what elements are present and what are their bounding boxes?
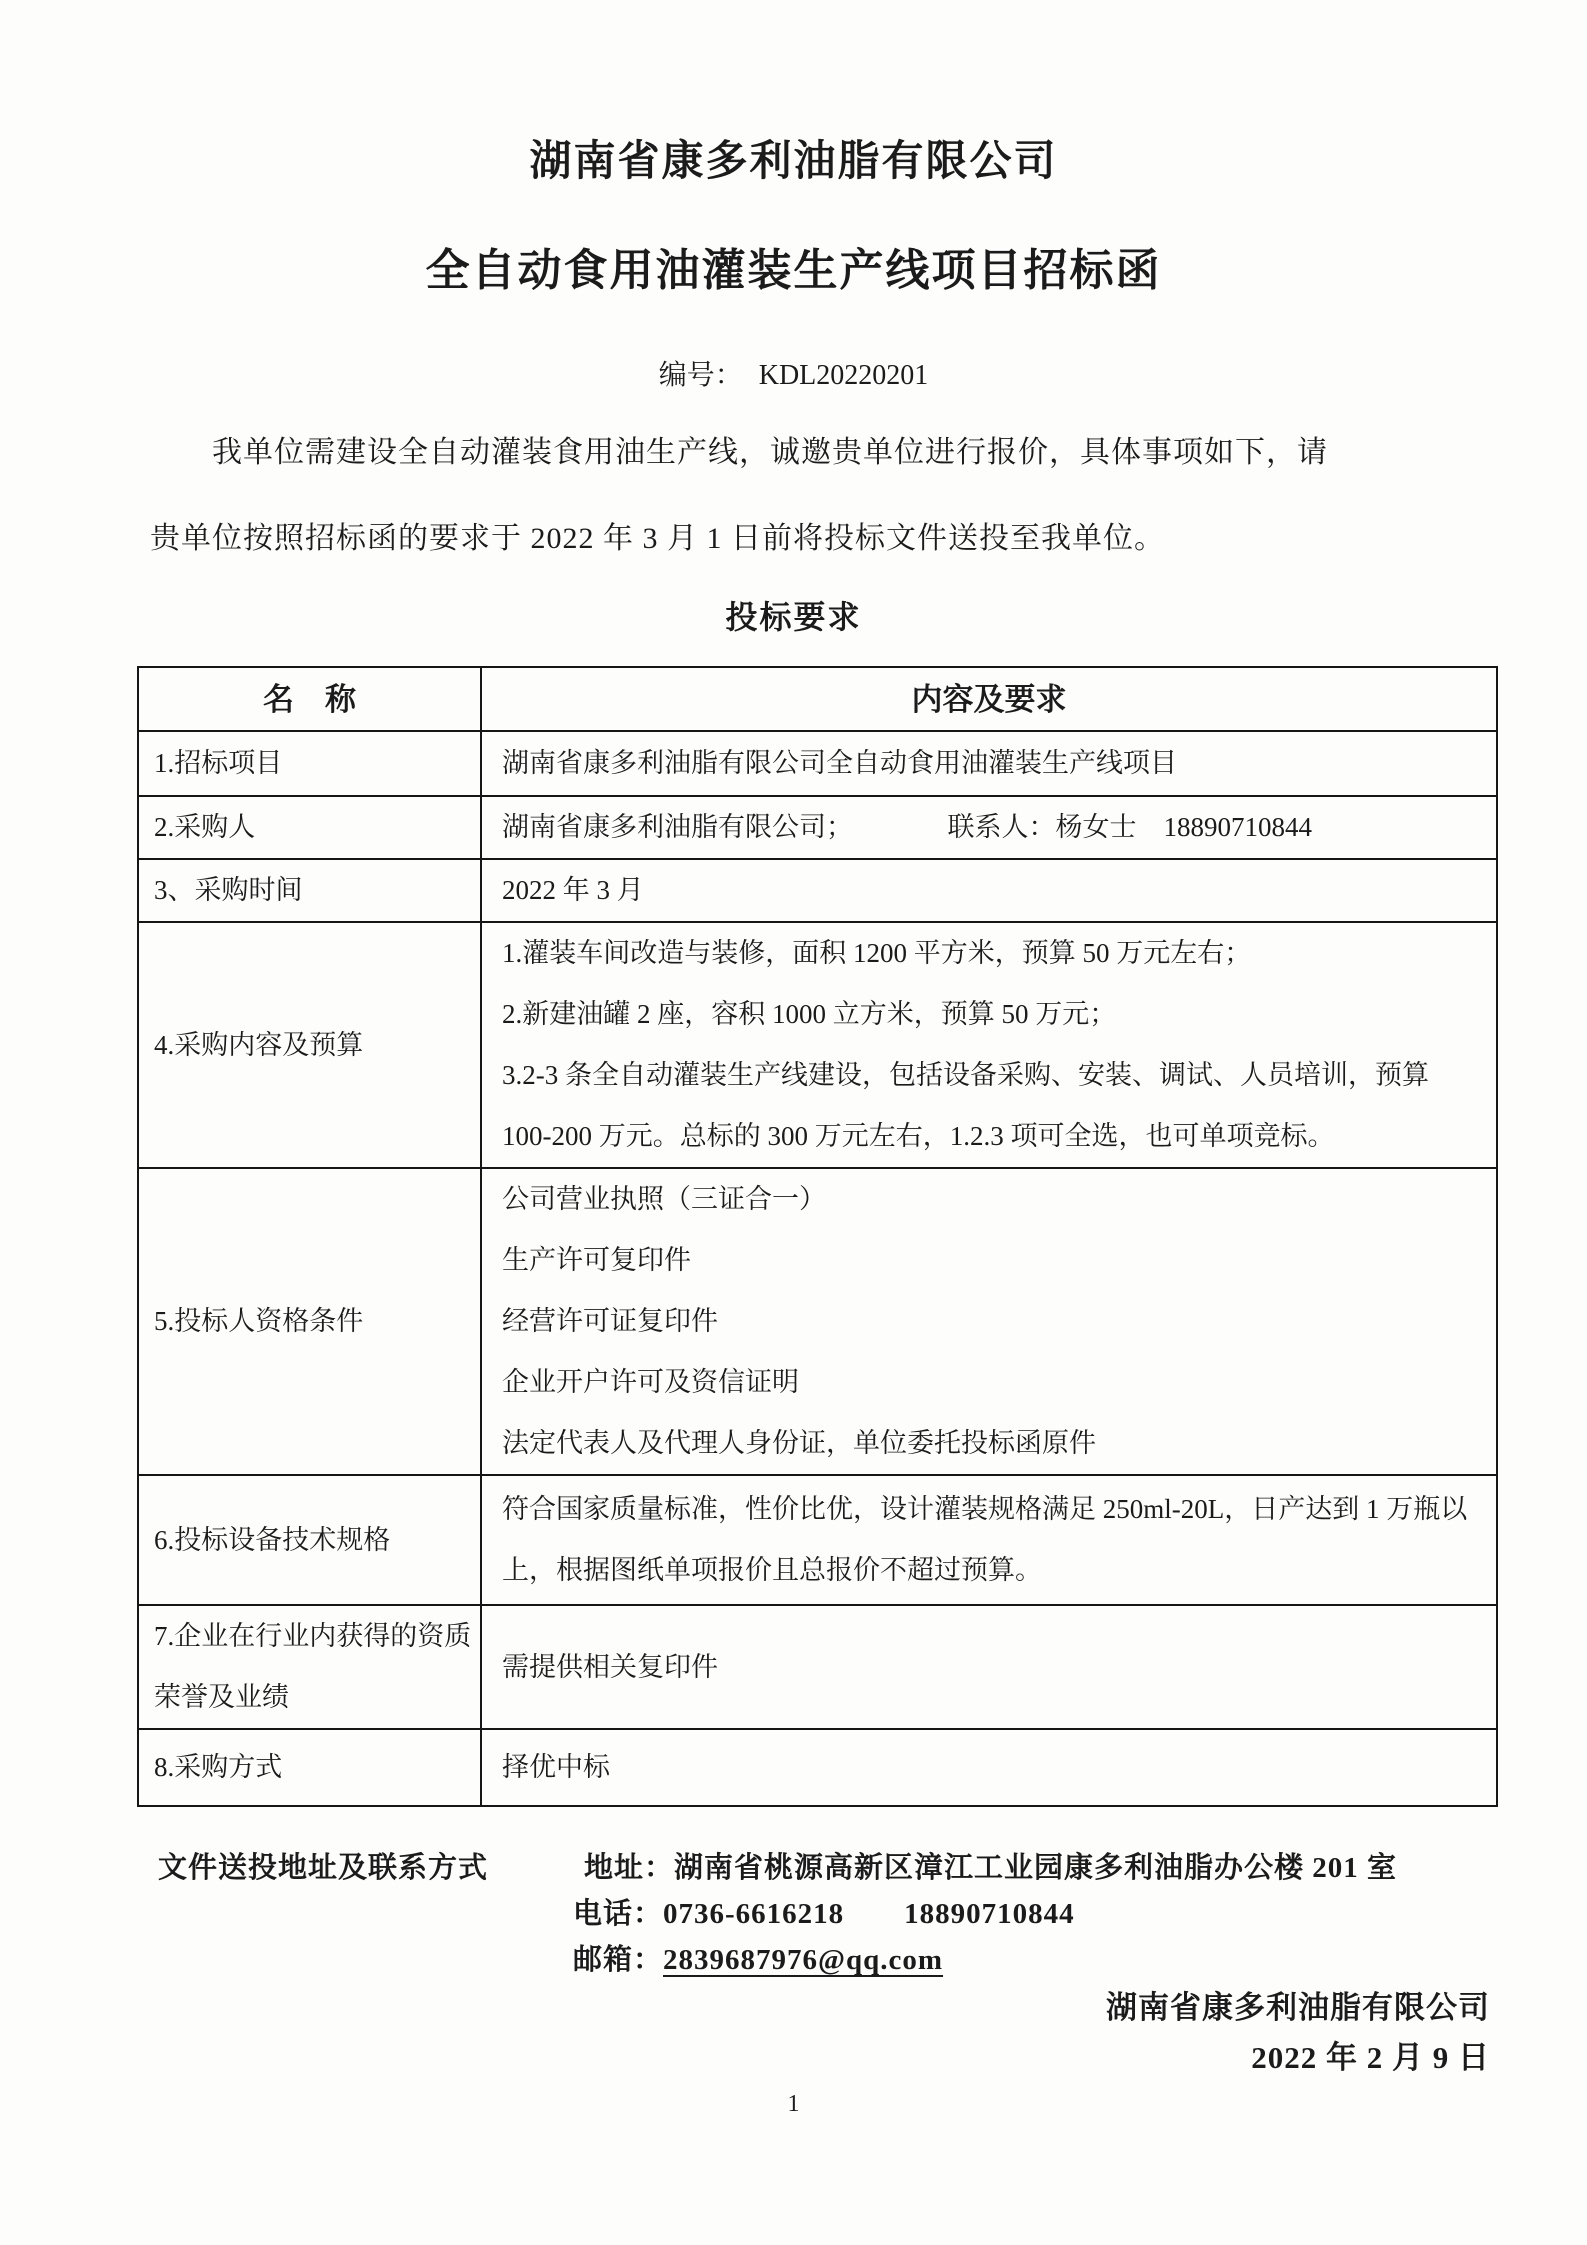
- signature-company: 湖南省康多利油脂有限公司: [1106, 1990, 1490, 2025]
- table-row: [138, 859, 1497, 922]
- section-title: 投标要求: [725, 599, 862, 635]
- table-row: [138, 922, 1497, 1168]
- email-link[interactable]: 2839687976@qq.com: [663, 1944, 944, 1976]
- row4-content-line-4: 100-200 万元。总标的 300 万元左右，1.2.3 项可全选，也可单项竞标。: [502, 1121, 1335, 1151]
- row1-content-cell: 湖南省康多利油脂有限公司全自动食用油灌装生产线项目: [481, 731, 1497, 796]
- row8-content-cell: 择优中标: [481, 1729, 1497, 1806]
- document-number-label: 编号：: [658, 360, 743, 391]
- table-row: [138, 731, 1497, 796]
- row6-content-cell: [481, 1475, 1497, 1605]
- document-title: 全自动食用油灌装生产线项目招标函: [425, 246, 1162, 295]
- contact-block: [158, 1845, 1587, 1983]
- document-number-value: KDL20220201: [758, 360, 929, 391]
- row6-content-line-1: 符合国家质量标准，性价比优，设计灌装规格满足 250ml-20L，日产达到 1 万瓶以: [502, 1494, 1468, 1524]
- row4-content-cell: [481, 922, 1497, 1168]
- header-cell-name: 名 称: [138, 667, 481, 731]
- table-row: [138, 796, 1497, 859]
- row4-content-line-2: 2.新建油罐 2 座，容积 1000 立方米，预算 50 万元；: [502, 999, 1117, 1029]
- row2-name-cell: 2.采购人: [138, 796, 481, 859]
- table-header-row: [138, 667, 1497, 731]
- email-line: [158, 1937, 1587, 1983]
- header-cell-content: 内容及要求: [481, 667, 1497, 731]
- row3-content-cell: 2022 年 3 月: [481, 859, 1497, 922]
- row5-content-line-1: 公司营业执照（三证合一）: [502, 1184, 826, 1214]
- intro-paragraph-line-2: 贵单位按照招标函的要求于 2022 年 3 月 1 日前将投标文件送投至我单位。: [150, 522, 1165, 555]
- row5-content-line-2: 生产许可复印件: [502, 1245, 691, 1275]
- row5-content-line-5: 法定代表人及代理人身份证，单位委托投标函原件: [502, 1428, 1096, 1458]
- document-number-line: [0, 358, 1587, 394]
- row5-content-cell: [481, 1168, 1497, 1475]
- row6-name-cell: 6.投标设备技术规格: [138, 1475, 481, 1605]
- row8-name-cell: 8.采购方式: [138, 1729, 481, 1806]
- table-row: [138, 1605, 1497, 1729]
- row4-name-cell: 4.采购内容及预算: [138, 922, 481, 1168]
- row7-name-cell: 7.企业在行业内获得的资质荣誉及业绩: [138, 1605, 481, 1729]
- row5-name-cell: 5.投标人资格条件: [138, 1168, 481, 1475]
- company-title: 湖南省康多利油脂有限公司: [529, 139, 1058, 185]
- intro-paragraph-line-1: 我单位需建设全自动灌装食用油生产线，诚邀贵单位进行报价，具体事项如下，请: [212, 436, 1328, 469]
- bid-requirements-table: [137, 666, 1498, 1807]
- delivery-label: 文件送投地址及联系方式: [158, 1852, 489, 1884]
- row3-name-cell: 3、采购时间: [138, 859, 481, 922]
- row1-name-cell: 1.招标项目: [138, 731, 481, 796]
- row6-content-line-2: 上，根据图纸单项报价且总报价不超过预算。: [502, 1555, 1042, 1585]
- row4-content-line-3: 3.2-3 条全自动灌装生产线建设，包括设备采购、安装、调试、人员培训，预算: [502, 1060, 1429, 1090]
- table-row: [138, 1729, 1497, 1806]
- phone-line: 电话：0736-6616218 18890710844: [573, 1898, 1075, 1930]
- row4-content-line-1: 1.灌装车间改造与装修，面积 1200 平方米，预算 50 万元左右；: [502, 938, 1252, 968]
- signature-date: 2022 年 2 月 9 日: [1251, 2040, 1490, 2075]
- delivery-address-line: [158, 1845, 1587, 1891]
- page-number: 1: [787, 2091, 800, 2117]
- email-label: 邮箱：: [573, 1944, 664, 1976]
- row2-content-cell: 湖南省康多利油脂有限公司； 联系人：杨女士 18890710844: [481, 796, 1497, 859]
- table-row: [138, 1475, 1497, 1605]
- row5-content-line-3: 经营许可证复印件: [502, 1306, 718, 1336]
- row5-content-line-4: 企业开户许可及资信证明: [502, 1367, 799, 1397]
- table-row: [138, 1168, 1497, 1475]
- row7-content-cell: 需提供相关复印件: [481, 1605, 1497, 1729]
- address-text: 地址：湖南省桃源高新区漳江工业园康多利油脂办公楼 201 室: [584, 1852, 1398, 1884]
